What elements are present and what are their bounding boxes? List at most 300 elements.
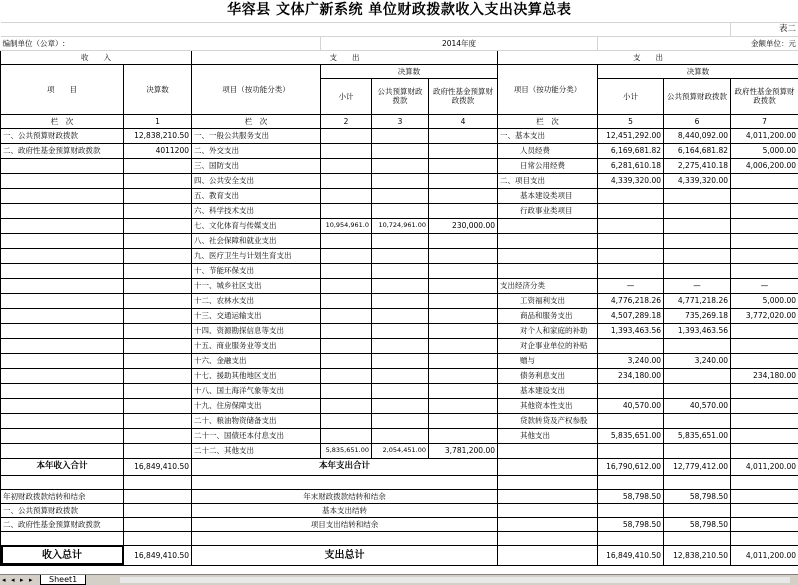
function-gov-fund-cell[interactable] [429, 248, 498, 263]
unit-label: 金额单位：元 [598, 36, 798, 50]
expense-subtotal-cell[interactable] [598, 233, 664, 248]
final-amount-header: 决算数 [124, 64, 192, 114]
annual-total-row [1, 458, 798, 475]
expense-public-budget-cell[interactable]: 2,275,410.18 [664, 158, 731, 173]
expense-subtotal-cell[interactable] [598, 443, 664, 458]
function-item-cell[interactable]: 五、教育支出 [192, 188, 321, 203]
income-value-cell[interactable] [124, 188, 192, 203]
column-index-row [1, 114, 798, 128]
function-public-budget-cell[interactable] [372, 158, 429, 173]
expense-item-cell[interactable]: 对企事业单位的补贴 [498, 338, 598, 353]
function-public-budget-cell[interactable] [372, 248, 429, 263]
expense-item-cell[interactable] [498, 263, 598, 278]
expense-public-budget-cell[interactable]: 4,771,218.26 [664, 293, 731, 308]
col-5: 5 [598, 114, 664, 128]
function-gov-fund-cell[interactable] [429, 203, 498, 218]
begin-carry-label[interactable]: 年初财政拨款结转和结余 [1, 489, 124, 503]
table-row [1, 188, 798, 203]
expense-public-budget-cell[interactable]: 8,440,092.00 [664, 128, 731, 143]
expense-public-budget-cell[interactable]: — [664, 278, 731, 293]
function-subtotal-cell[interactable] [321, 338, 372, 353]
function-item-cell[interactable]: 十三、交通运输支出 [192, 308, 321, 323]
year-label: 2014年度 [321, 36, 598, 50]
function-public-budget-cell[interactable]: 2,054,451.00 [372, 443, 429, 458]
function-gov-fund-cell[interactable] [429, 278, 498, 293]
expense-gov-fund-cell[interactable] [731, 428, 798, 443]
project-carry-col6[interactable]: 58,798.50 [664, 517, 731, 531]
expense-subtotal-cell[interactable]: 4,507,289.18 [598, 308, 664, 323]
expense-item-cell[interactable]: 日常公用经费 [498, 158, 598, 173]
function-public-budget-cell[interactable] [372, 278, 429, 293]
function-gov-fund-cell[interactable] [429, 413, 498, 428]
function-gov-fund-cell[interactable] [429, 188, 498, 203]
expense-public-budget-cell[interactable] [664, 248, 731, 263]
expense-item-cell[interactable]: 基本建设类项目 [498, 188, 598, 203]
public-budget-header-2: 公共预算财政拨款 [664, 78, 731, 114]
expense-item-cell[interactable]: 行政事业类项目 [498, 203, 598, 218]
table-row [1, 323, 798, 338]
expense-item-cell[interactable]: 赠与 [498, 353, 598, 368]
subtotal-header: 小计 [321, 78, 372, 114]
expense-gov-fund-cell[interactable] [731, 413, 798, 428]
gov-fund-header-2: 政府性基金预算财政拨款 [731, 78, 798, 114]
table-row [1, 338, 798, 353]
function-item-cell[interactable]: 十、节能环保支出 [192, 263, 321, 278]
expense-total-label[interactable]: 本年支出合计 [192, 458, 498, 475]
table-row [1, 428, 798, 443]
final-group-header: 决算数 [321, 64, 498, 78]
expense-public-budget-cell[interactable]: 40,570.00 [664, 398, 731, 413]
income-value-cell[interactable] [124, 248, 192, 263]
expense-subtotal-cell[interactable]: 4,776,218.26 [598, 293, 664, 308]
expense-public-budget-cell[interactable]: 6,164,681.82 [664, 143, 731, 158]
income-value-cell[interactable] [124, 353, 192, 368]
income-value-cell[interactable] [124, 323, 192, 338]
expense-gov-fund-cell[interactable]: 5,000.00 [731, 293, 798, 308]
function-subtotal-cell[interactable] [321, 248, 372, 263]
income-item-cell[interactable]: 二、政府性基金预算财政拨款 [1, 143, 124, 158]
income-value-cell[interactable] [124, 263, 192, 278]
table-row [1, 293, 798, 308]
function-item-cell[interactable]: 二十、粮油物资储备支出 [192, 413, 321, 428]
table-row [1, 203, 798, 218]
expense-subtotal-cell[interactable]: — [598, 278, 664, 293]
function-gov-fund-cell[interactable] [429, 398, 498, 413]
expense-item-cell[interactable]: 其他支出 [498, 428, 598, 443]
income-value-cell[interactable] [124, 203, 192, 218]
expense-gov-fund-cell[interactable] [731, 203, 798, 218]
income-item-cell[interactable] [1, 293, 124, 308]
function-gov-fund-cell[interactable] [429, 368, 498, 383]
income-header: 收 入 [1, 50, 192, 64]
end-carry-label[interactable]: 年末财政拨款结转和结余 [192, 489, 498, 503]
expense-gov-fund-cell[interactable] [731, 218, 798, 233]
expense-subtotal-cell[interactable]: 40,570.00 [598, 398, 664, 413]
income-item-cell[interactable] [1, 428, 124, 443]
table-row [1, 128, 798, 143]
code-row [1, 22, 798, 36]
function-item-cell[interactable]: 九、医疗卫生与计划生育支出 [192, 248, 321, 263]
function-item-cell[interactable]: 十七、援助其他地区支出 [192, 368, 321, 383]
income-value-cell[interactable] [124, 293, 192, 308]
horizontal-scrollbar[interactable] [120, 577, 790, 583]
expense-item-cell[interactable]: 工资福利支出 [498, 293, 598, 308]
function-gov-fund-cell[interactable] [429, 353, 498, 368]
project-carry-col5[interactable]: 58,798.50 [598, 517, 664, 531]
income-value-cell[interactable] [124, 428, 192, 443]
expense-public-budget-cell[interactable] [664, 413, 731, 428]
expense-item-cell[interactable] [498, 248, 598, 263]
function-subtotal-cell[interactable] [321, 278, 372, 293]
expense-total-col7[interactable]: 4,011,200.00 [731, 458, 798, 475]
expense-item-cell[interactable]: 基本建设支出 [498, 383, 598, 398]
carry-gov-label[interactable]: 二、政府性基金预算财政拨款 [1, 517, 124, 531]
function-gov-fund-cell[interactable] [429, 323, 498, 338]
function-public-budget-cell[interactable] [372, 413, 429, 428]
expense-item-cell[interactable]: 二、项目支出 [498, 173, 598, 188]
function-public-budget-cell[interactable] [372, 128, 429, 143]
meta-row [1, 36, 798, 50]
function-public-budget-cell[interactable] [372, 308, 429, 323]
income-item-cell[interactable] [1, 263, 124, 278]
income-item-cell[interactable]: 一、公共预算财政拨款 [1, 128, 124, 143]
income-value-cell[interactable] [124, 233, 192, 248]
expense-gov-fund-cell[interactable]: 234,180.00 [731, 368, 798, 383]
table-row [1, 443, 798, 458]
expense-subtotal-cell[interactable] [598, 203, 664, 218]
basic-carry-label[interactable]: 基本支出结转 [192, 503, 498, 517]
expense-subtotal-cell[interactable] [598, 338, 664, 353]
col-label-2: 栏 次 [192, 114, 321, 128]
expense-public-budget-cell[interactable] [664, 383, 731, 398]
function-gov-fund-cell[interactable] [429, 263, 498, 278]
expense-subtotal-cell[interactable] [598, 248, 664, 263]
project-carry-label[interactable]: 项目支出结转和结余 [192, 517, 498, 531]
gov-fund-header: 政府性基金预算财政拨款 [429, 78, 498, 114]
function-item-cell[interactable]: 二十一、国债还本付息支出 [192, 428, 321, 443]
expense-item-cell[interactable]: 人员经费 [498, 143, 598, 158]
expense-public-budget-cell[interactable]: 1,393,463.56 [664, 323, 731, 338]
function-subtotal-cell[interactable] [321, 188, 372, 203]
function-item-header-2: 项目（按功能分类） [498, 64, 598, 114]
function-subtotal-cell[interactable] [321, 293, 372, 308]
function-subtotal-cell[interactable] [321, 158, 372, 173]
function-item-cell[interactable]: 十四、资源勘探信息等支出 [192, 323, 321, 338]
last-sheet-arrow-icon[interactable]: ▸ [29, 576, 33, 584]
col-3: 3 [372, 114, 429, 128]
expense-item-cell[interactable]: 对个人和家庭的补助 [498, 323, 598, 338]
expense-gov-fund-cell[interactable]: 4,011,200.00 [731, 128, 798, 143]
expense-public-budget-cell[interactable] [664, 368, 731, 383]
function-subtotal-cell[interactable] [321, 368, 372, 383]
expense-gov-fund-cell[interactable]: 5,000.00 [731, 143, 798, 158]
expense-subtotal-cell[interactable]: 1,393,463.56 [598, 323, 664, 338]
function-public-budget-cell[interactable] [372, 188, 429, 203]
function-gov-fund-cell[interactable] [429, 143, 498, 158]
function-subtotal-cell[interactable]: 5,835,651.00 [321, 443, 372, 458]
expense-subtotal-cell[interactable] [598, 383, 664, 398]
function-item-cell[interactable]: 三、国防支出 [192, 158, 321, 173]
expense-gov-fund-cell[interactable] [731, 443, 798, 458]
function-subtotal-cell[interactable] [321, 263, 372, 278]
expense-public-budget-cell[interactable]: 3,240.00 [664, 353, 731, 368]
expense-public-budget-cell[interactable]: 735,269.18 [664, 308, 731, 323]
income-item-cell[interactable] [1, 278, 124, 293]
income-item-cell[interactable] [1, 233, 124, 248]
expense-gov-fund-cell[interactable] [731, 248, 798, 263]
function-item-cell[interactable]: 六、科学技术支出 [192, 203, 321, 218]
income-value-cell[interactable] [124, 338, 192, 353]
function-subtotal-cell[interactable] [321, 413, 372, 428]
col-label-3: 栏 次 [498, 114, 598, 128]
income-value-cell[interactable] [124, 158, 192, 173]
expense-gov-fund-cell[interactable] [731, 173, 798, 188]
expense-total-col5[interactable]: 16,790,612.00 [598, 458, 664, 475]
subtotal-header-2: 小计 [598, 78, 664, 114]
table-row [1, 263, 798, 278]
expense-gov-fund-cell[interactable] [731, 353, 798, 368]
expense-public-budget-cell[interactable] [664, 443, 731, 458]
grand-expense-label[interactable]: 支出总计 [192, 545, 498, 565]
carry-row-2 [1, 503, 798, 517]
income-item-cell[interactable] [1, 173, 124, 188]
carry-row-3 [1, 517, 798, 531]
function-subtotal-cell[interactable] [321, 428, 372, 443]
public-budget-header: 公共预算财政拨款 [372, 78, 429, 114]
function-gov-fund-cell[interactable] [429, 338, 498, 353]
expense-item-cell[interactable]: 商品和服务支出 [498, 308, 598, 323]
table-code: 表二 [731, 22, 798, 36]
expense-gov-fund-cell[interactable] [731, 233, 798, 248]
function-gov-fund-cell[interactable] [429, 428, 498, 443]
end-carry-col6[interactable]: 58,798.50 [664, 489, 731, 503]
sheet-tab-bar [0, 574, 798, 585]
function-public-budget-cell[interactable] [372, 293, 429, 308]
table-row [1, 368, 798, 383]
income-item-cell[interactable] [1, 158, 124, 173]
expense-item-cell[interactable] [498, 218, 598, 233]
function-subtotal-cell[interactable] [321, 398, 372, 413]
function-public-budget-cell[interactable]: 10,724,961.00 [372, 218, 429, 233]
expense-gov-fund-cell[interactable] [731, 263, 798, 278]
expense-item-cell[interactable]: 支出经济分类 [498, 278, 598, 293]
function-item-cell[interactable]: 十一、城乡社区支出 [192, 278, 321, 293]
income-item-cell[interactable] [1, 248, 124, 263]
grand-expense-col5[interactable]: 16,849,410.50 [598, 545, 664, 565]
table-row [1, 353, 798, 368]
income-item-cell[interactable] [1, 218, 124, 233]
expense-gov-fund-cell[interactable] [731, 338, 798, 353]
function-gov-fund-cell[interactable] [429, 308, 498, 323]
grand-expense-col6[interactable]: 12,838,210.50 [664, 545, 731, 565]
tab-sheet1[interactable]: Sheet1 [40, 575, 86, 585]
function-gov-fund-cell[interactable]: 3,781,200.00 [429, 443, 498, 458]
function-subtotal-cell[interactable] [321, 233, 372, 248]
expense-item-cell[interactable] [498, 443, 598, 458]
function-item-cell[interactable]: 一、一般公共服务支出 [192, 128, 321, 143]
function-item-cell[interactable]: 八、社会保障和就业支出 [192, 233, 321, 248]
expense-gov-fund-cell[interactable] [731, 323, 798, 338]
grand-income-label[interactable]: 收入总计 [1, 545, 124, 565]
expense-subtotal-cell[interactable] [598, 218, 664, 233]
income-total-label[interactable]: 本年收入合计 [1, 458, 124, 475]
income-item-cell[interactable] [1, 308, 124, 323]
income-total-value[interactable]: 16,849,410.50 [124, 458, 192, 475]
grand-expense-col7[interactable]: 4,011,200.00 [731, 545, 798, 565]
expense-gov-fund-cell[interactable] [731, 383, 798, 398]
income-item-cell[interactable] [1, 443, 124, 458]
function-gov-fund-cell[interactable] [429, 233, 498, 248]
col-label: 栏 次 [1, 114, 124, 128]
expense-public-budget-cell[interactable] [664, 263, 731, 278]
grand-total-row [1, 545, 798, 565]
income-value-cell[interactable] [124, 383, 192, 398]
expense-subtotal-cell[interactable] [598, 413, 664, 428]
income-value-cell[interactable] [124, 278, 192, 293]
income-value-cell[interactable] [124, 308, 192, 323]
grand-income-value[interactable]: 16,849,410.50 [124, 545, 192, 565]
function-public-budget-cell[interactable] [372, 338, 429, 353]
expense-item-cell[interactable]: 其他资本性支出 [498, 398, 598, 413]
table-row [1, 383, 798, 398]
expense-subtotal-cell[interactable]: 6,281,610.18 [598, 158, 664, 173]
income-value-cell[interactable]: 4011200 [124, 143, 192, 158]
carry-public-label[interactable]: 一、公共预算财政拨款 [1, 503, 124, 517]
expense-gov-fund-cell[interactable] [731, 398, 798, 413]
function-subtotal-cell[interactable] [321, 173, 372, 188]
expense-item-cell[interactable]: 债务利息支出 [498, 368, 598, 383]
item-header: 项 目 [1, 64, 124, 114]
expense-header-left: 支 出 [192, 50, 498, 64]
income-item-cell[interactable] [1, 368, 124, 383]
expense-public-budget-cell[interactable] [664, 338, 731, 353]
function-subtotal-cell[interactable] [321, 308, 372, 323]
expense-public-budget-cell[interactable]: 4,339,320.00 [664, 173, 731, 188]
function-gov-fund-cell[interactable] [429, 173, 498, 188]
function-item-cell[interactable]: 二、外交支出 [192, 143, 321, 158]
header-row-1 [1, 50, 798, 64]
expense-item-cell[interactable] [498, 233, 598, 248]
function-gov-fund-cell[interactable]: 230,000.00 [429, 218, 498, 233]
income-value-cell[interactable] [124, 368, 192, 383]
income-value-cell[interactable] [124, 173, 192, 188]
prev-sheet-arrow-icon[interactable]: ◂ [11, 576, 15, 584]
function-item-cell[interactable]: 十六、金融支出 [192, 353, 321, 368]
table-row [1, 413, 798, 428]
expense-item-cell[interactable]: 一、基本支出 [498, 128, 598, 143]
function-item-cell[interactable]: 十九、住房保障支出 [192, 398, 321, 413]
function-subtotal-cell[interactable] [321, 323, 372, 338]
function-item-cell[interactable]: 十二、农林水支出 [192, 293, 321, 308]
income-value-cell[interactable] [124, 398, 192, 413]
expense-public-budget-cell[interactable] [664, 218, 731, 233]
function-item-cell[interactable]: 七、文化体育与传媒支出 [192, 218, 321, 233]
next-sheet-arrow-icon[interactable]: ▸ [20, 576, 24, 584]
final-group-header-2: 决算数 [598, 64, 798, 78]
table-row [1, 143, 798, 158]
expense-public-budget-cell[interactable] [664, 233, 731, 248]
function-public-budget-cell[interactable] [372, 398, 429, 413]
title-row [1, 0, 798, 22]
income-value-cell[interactable] [124, 443, 192, 458]
col-1: 1 [124, 114, 192, 128]
expense-subtotal-cell[interactable]: 5,835,651.00 [598, 428, 664, 443]
function-gov-fund-cell[interactable] [429, 383, 498, 398]
function-subtotal-cell[interactable] [321, 203, 372, 218]
col-6: 6 [664, 114, 731, 128]
end-carry-col5[interactable]: 58,798.50 [598, 489, 664, 503]
function-gov-fund-cell[interactable] [429, 293, 498, 308]
function-public-budget-cell[interactable] [372, 173, 429, 188]
expense-subtotal-cell[interactable] [598, 263, 664, 278]
income-item-cell[interactable] [1, 203, 124, 218]
function-public-budget-cell[interactable] [372, 323, 429, 338]
function-item-header: 项目（按功能分类） [192, 64, 321, 114]
expense-header-right: 支 出 [498, 50, 798, 64]
function-gov-fund-cell[interactable] [429, 158, 498, 173]
expense-subtotal-cell[interactable]: 6,169,681.82 [598, 143, 664, 158]
expense-gov-fund-cell[interactable]: 3,772,020.00 [731, 308, 798, 323]
function-item-cell[interactable]: 四、公共安全支出 [192, 173, 321, 188]
income-item-cell[interactable] [1, 353, 124, 368]
function-public-budget-cell[interactable] [372, 353, 429, 368]
expense-public-budget-cell[interactable] [664, 203, 731, 218]
function-public-budget-cell[interactable] [372, 383, 429, 398]
income-item-cell[interactable] [1, 413, 124, 428]
function-item-cell[interactable]: 十五、商业服务业等支出 [192, 338, 321, 353]
expense-subtotal-cell[interactable]: 12,451,292.00 [598, 128, 664, 143]
function-public-budget-cell[interactable] [372, 263, 429, 278]
income-item-cell[interactable] [1, 188, 124, 203]
function-item-cell[interactable]: 十八、国土海洋气象等支出 [192, 383, 321, 398]
expense-public-budget-cell[interactable]: 5,835,651.00 [664, 428, 731, 443]
function-subtotal-cell[interactable]: 10,954,961.0 [321, 218, 372, 233]
function-public-budget-cell[interactable] [372, 143, 429, 158]
expense-subtotal-cell[interactable]: 3,240.00 [598, 353, 664, 368]
function-public-budget-cell[interactable] [372, 428, 429, 443]
income-item-cell[interactable] [1, 323, 124, 338]
income-item-cell[interactable] [1, 338, 124, 353]
function-public-budget-cell[interactable] [372, 368, 429, 383]
col-7: 7 [731, 114, 798, 128]
expense-item-cell[interactable]: 贷款转贷及产权参股 [498, 413, 598, 428]
expense-gov-fund-cell[interactable]: — [731, 278, 798, 293]
expense-subtotal-cell[interactable] [598, 188, 664, 203]
table-row [1, 278, 798, 293]
expense-gov-fund-cell[interactable] [731, 188, 798, 203]
function-subtotal-cell[interactable] [321, 143, 372, 158]
function-item-cell[interactable]: 二十二、其他支出 [192, 443, 321, 458]
function-subtotal-cell[interactable] [321, 353, 372, 368]
function-public-budget-cell[interactable] [372, 233, 429, 248]
income-value-cell[interactable] [124, 413, 192, 428]
income-value-cell[interactable] [124, 218, 192, 233]
function-subtotal-cell[interactable] [321, 128, 372, 143]
function-gov-fund-cell[interactable] [429, 128, 498, 143]
income-value-cell[interactable]: 12,838,210.50 [124, 128, 192, 143]
first-sheet-arrow-icon[interactable]: ◂ [2, 576, 6, 584]
expense-public-budget-cell[interactable] [664, 188, 731, 203]
expense-subtotal-cell[interactable]: 4,339,320.00 [598, 173, 664, 188]
table-row [1, 158, 798, 173]
function-public-budget-cell[interactable] [372, 203, 429, 218]
expense-subtotal-cell[interactable]: 234,180.00 [598, 368, 664, 383]
function-subtotal-cell[interactable] [321, 383, 372, 398]
expense-gov-fund-cell[interactable]: 4,006,200.00 [731, 158, 798, 173]
income-item-cell[interactable] [1, 383, 124, 398]
income-item-cell[interactable] [1, 398, 124, 413]
expense-total-col6[interactable]: 12,779,412.00 [664, 458, 731, 475]
